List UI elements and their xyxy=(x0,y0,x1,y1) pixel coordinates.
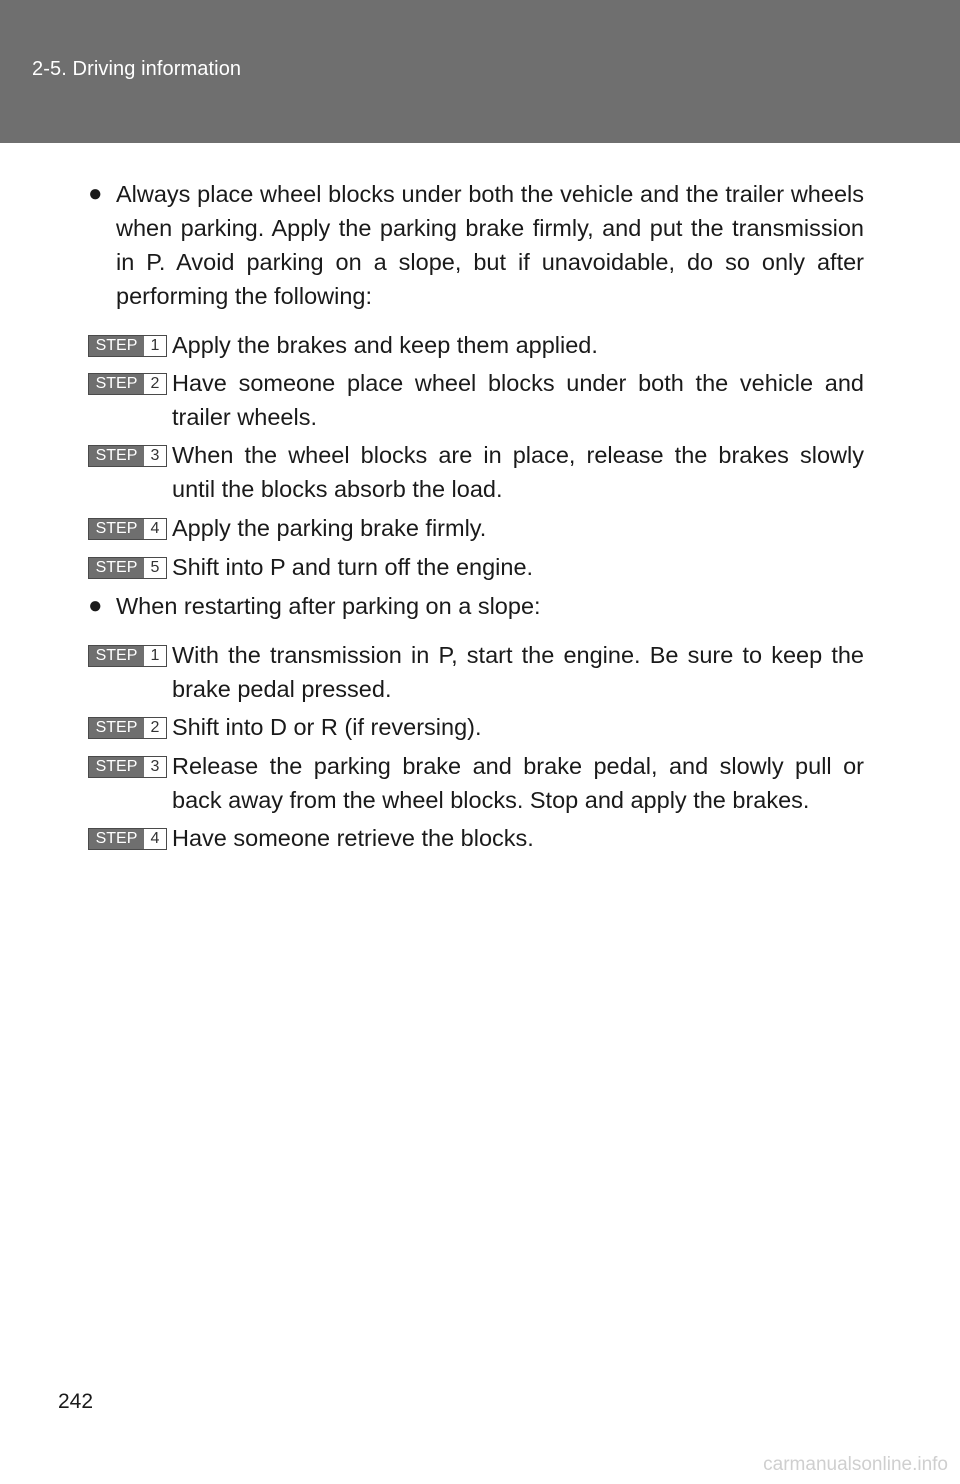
step-label: STEP xyxy=(89,446,144,466)
step-text: Shift into D or R (if reversing). xyxy=(172,714,482,740)
step-text: Shift into P and turn off the engine. xyxy=(172,554,534,580)
step-badge xyxy=(88,756,167,778)
step-number: 1 xyxy=(144,336,166,356)
step-text: Release the parking brake and brake pedal, and slowly pull or back away from the wheel blocks. Stop and apply the brakes. xyxy=(172,753,864,813)
step-item xyxy=(88,638,864,706)
section-title: 2-5. Driving information xyxy=(32,58,242,80)
step-item xyxy=(88,366,864,434)
step-number: 4 xyxy=(144,829,166,849)
step-text: When the wheel blocks are in place, release the brakes slowly until the blocks absorb the load. xyxy=(172,442,864,502)
bullet-text: Always place wheel blocks under both the vehicle and the trailer wheels when parking. Apply the parking brake firmly, and put the transmission in P. Avoid parking on a slope, but if unavoidable, do so only after performing the following: xyxy=(116,181,864,309)
step-badge xyxy=(88,645,167,667)
step-label: STEP xyxy=(89,374,144,394)
step-item xyxy=(88,328,864,362)
step-label: STEP xyxy=(89,646,144,666)
step-number: 3 xyxy=(144,446,166,466)
step-label: STEP xyxy=(89,336,144,356)
step-badge xyxy=(88,445,167,467)
step-item xyxy=(88,749,864,817)
step-item xyxy=(88,821,864,855)
watermark: carmanualsonline.info xyxy=(763,1454,948,1475)
step-badge xyxy=(88,518,167,540)
step-badge xyxy=(88,557,167,579)
step-number: 1 xyxy=(144,646,166,666)
bullet-dot-icon: ● xyxy=(88,180,103,207)
step-number: 3 xyxy=(144,757,166,777)
bullet-item xyxy=(88,177,864,313)
step-label: STEP xyxy=(89,519,144,539)
step-text: Have someone place wheel blocks under both the vehicle and trailer wheels. xyxy=(172,370,864,430)
step-badge xyxy=(88,717,167,739)
page-number: 242 xyxy=(58,1390,94,1413)
bullet-dot-icon: ● xyxy=(88,592,103,619)
step-number: 5 xyxy=(144,558,166,578)
step-label: STEP xyxy=(89,718,144,738)
step-number: 2 xyxy=(144,374,166,394)
step-text: Apply the brakes and keep them applied. xyxy=(172,332,598,358)
step-number: 2 xyxy=(144,718,166,738)
step-text: With the transmission in P, start the engine. Be sure to keep the brake pedal pressed. xyxy=(172,642,864,702)
step-label: STEP xyxy=(89,558,144,578)
step-badge xyxy=(88,335,167,357)
step-item xyxy=(88,710,864,744)
step-label: STEP xyxy=(89,757,144,777)
step-item xyxy=(88,438,864,506)
step-text: Have someone retrieve the blocks. xyxy=(172,825,534,851)
step-item xyxy=(88,511,864,545)
bullet-item xyxy=(88,589,864,623)
step-number: 4 xyxy=(144,519,166,539)
step-text: Apply the parking brake firmly. xyxy=(172,515,487,541)
step-label: STEP xyxy=(89,829,144,849)
step-badge xyxy=(88,828,167,850)
step-item xyxy=(88,550,864,584)
header-bar xyxy=(0,0,960,143)
bullet-text: When restarting after parking on a slope: xyxy=(116,593,541,619)
step-badge xyxy=(88,373,167,395)
